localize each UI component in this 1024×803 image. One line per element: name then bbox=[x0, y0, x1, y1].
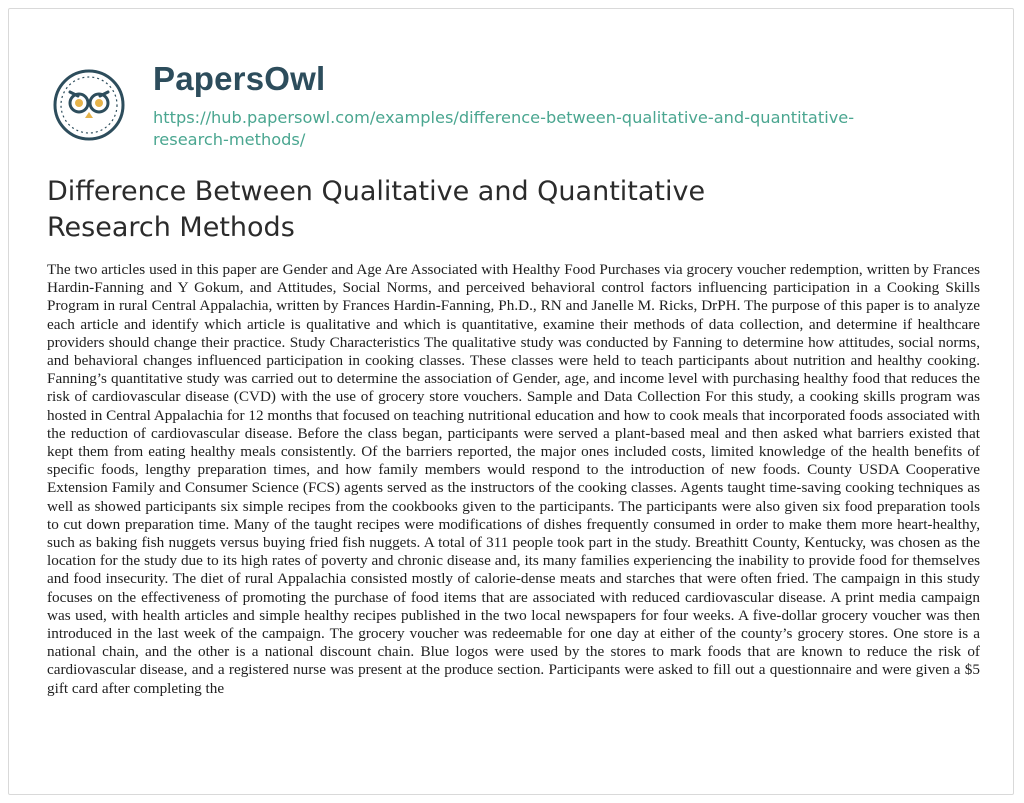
article-body: The two articles used in this paper are Gender and Age Are Associated with Healthy Food Purchases via grocery voucher redemption, written by Frances Hardin-Fanning and Y Gokum, and Attitudes, Social Norms, and perceived behavioral control factors influencing participation in a Cooking Skills Program in rural Central Appalachia, written by Frances Hardin-Fanning, Ph.D., RN and Janelle M. Ricks, DrPH. The purpose of this paper is to analyze each article and identify which article is qualitative and which is quantitative, examine their methods of data collection, and determine if healthcare providers should change their practice. Study Characteristics The qualitative study was conducted by Fanning to determine how attitudes, social norms, and behavioral changes influenced participation in cooking classes. These classes were held to teach participants about nutrition and healthy cooking. Fanning’s quantitative study was carried out to determine the association of Gender, age, and income level with purchasing healthy food that reduces the risk of cardiovascular disease (CVD) with the use of grocery store vouchers. Sample and Data Collection For this study, a cooking skills program was hosted in Central Appalachia for 12 months that focused on teaching nutritional education and how to cook meals that incorporated foods associated with the reduction of cardiovascular disease. Before the class began, participants were served a plant-based meal and then asked what barriers existed that kept them from eating healthy meals consistently. Of the barriers reported, the major ones included costs, limited knowledge of the health benefits of specific foods, lengthy preparation times, and how family members would respond to the introduction of new foods. County USDA Cooperative Extension Family and Consumer Science (FCS) agents served as the instructors of the cooking classes. Agents taught time-saving cooking techniques as well as showed participants six simple recipes from the cookbooks given to the participants. The participants were also given six food preparation tools to cut down preparation time. Many of the taught recipes were modifications of dishes frequently consumed in order to make them more heart-healthy, such as baking fish nuggets versus buying fried fish nuggets. A total of 311 people took part in the study. Breathitt County, Kentucky, was chosen as the location for the study due to its high rates of poverty and chronic disease and, its many families experiencing the inability to provide food for themselves and food insecurity. The diet of rural Appalachia consisted mostly of calorie-dense meats and starches that were often fried. The campaign in this study focuses on the effectiveness of promoting the purchase of food items that are associated with reduced cardiovascular disease. A print media campaign was used, with health articles and simple healthy recipes published in the two local newspapers for four weeks. A five-dollar grocery voucher was then introduced in the last week of the campaign. The grocery voucher was redeemable for one day at either of the county’s grocery stores. One store is a national chain, and the other is a national discount chain. Blue logos were used by the stores to mark foods that are known to reduce the risk of cardiovascular disease, and a registered nurse was present at the produce section. Participants were asked to fill out a questionnaire and were given a $5 gift card after completing the bbox=[47, 261, 980, 697]
brand-name: PapersOwl bbox=[153, 60, 326, 97]
page-title: Difference Between Qualitative and Quantitative Research Methods bbox=[47, 176, 706, 243]
source-url-link[interactable]: https://hub.papersowl.com/examples/difference-between-qualitative-and-quantitative-research-methods/ bbox=[153, 108, 855, 149]
owl-logo-icon bbox=[52, 68, 126, 142]
